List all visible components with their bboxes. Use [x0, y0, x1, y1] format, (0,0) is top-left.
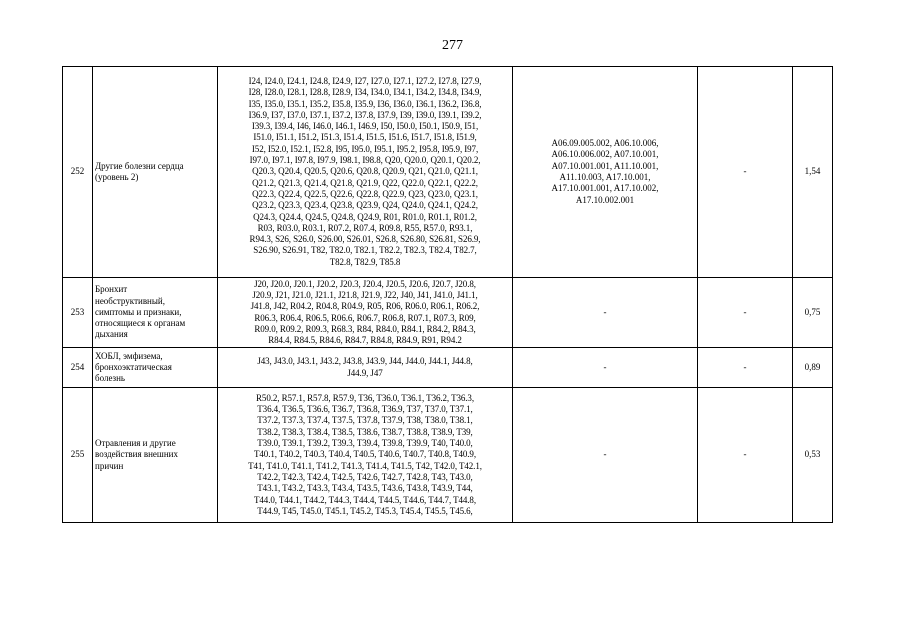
- service-line: A06.10.006.002, A07.10.001,: [551, 149, 659, 160]
- service-codes: [513, 67, 698, 278]
- codes-line: I36.9, I37, I37.0, I37.1, I37.2, I37.8, I37.9, I39, I39.0, I39.1, I39.2,: [248, 109, 482, 120]
- cost-coefficient: 0,53: [793, 388, 833, 523]
- codes-line: J43, J43.0, J43.1, J43.2, J43.8, J43.9, J44, J44.0, J44.1, J44.8,: [257, 356, 473, 367]
- codes-line: T37.2, T37.3, T37.4, T37.5, T37.8, T37.9, T38, T38.0, T38.1,: [257, 415, 473, 426]
- codes-line: J20, J20.0, J20.1, J20.2, J20.3, J20.4, J20.5, J20.6, J20.7, J20.8,: [254, 278, 476, 289]
- codes-line: I24, I24.0, I24.1, I24.8, I24.9, I27, I27.0, I27.1, I27.2, I27.8, I27.9,: [248, 75, 482, 86]
- additional-criteria: -: [698, 348, 793, 388]
- row-number: 255: [63, 388, 93, 523]
- service-codes: [513, 388, 698, 523]
- name-line: симптомы и признаки,: [95, 306, 182, 317]
- page-number: 277: [442, 38, 463, 53]
- name-line: воздействия внешних: [95, 449, 178, 460]
- codes-line: J44.9, J47: [347, 367, 383, 378]
- codes-line: T41, T41.0, T41.1, T41.2, T41.3, T41.4, T41.5, T42, T42.0, T42.1,: [248, 460, 482, 471]
- service-codes: [513, 278, 698, 348]
- icd-codes: [218, 278, 513, 348]
- icd-codes: [218, 348, 513, 388]
- cost-coefficient: 0,75: [793, 278, 833, 348]
- service-line: A07.10.001.001, A11.10.001,: [551, 160, 659, 171]
- codes-line: I51.0, I51.1, I51.2, I51.3, I51.4, I51.5, I51.6, I51.7, I51.8, I51.9,: [253, 132, 477, 143]
- tariff-table: [62, 66, 833, 523]
- name-line: относящиеся к органам: [95, 318, 186, 329]
- disease-group-name: [93, 348, 218, 388]
- codes-line: I39.3, I39.4, I46, I46.0, I46.1, I46.9, I50, I50.0, I50.1, I50.9, I51,: [251, 121, 479, 132]
- codes-line: R03, R03.0, R03.1, R07.2, R07.4, R09.8, R55, R57.0, R93.1,: [257, 222, 473, 233]
- name-line: (уровень 2): [95, 172, 139, 182]
- codes-line: Q24.3, Q24.4, Q24.5, Q24.8, Q24.9, R01, R01.0, R01.1, R01.2,: [253, 211, 477, 222]
- codes-line: I52, I52.0, I52.1, I52.8, I95, I95.0, I95.1, I95.2, I95.8, I95.9, I97,: [251, 143, 479, 154]
- additional-criteria: -: [698, 278, 793, 348]
- service-line: A17.10.002.001: [575, 194, 635, 205]
- service-line: -: [603, 361, 607, 372]
- disease-group-name: [93, 67, 218, 278]
- codes-line: S26.90, S26.91, T82, T82.0, T82.1, T82.2, T82.3, T82.4, T82.7,: [253, 245, 477, 256]
- codes-line: Q20.3, Q20.4, Q20.5, Q20.6, Q20.8, Q20.9, Q21, Q21.0, Q21.1,: [252, 166, 478, 177]
- codes-line: I97.0, I97.1, I97.8, I97.9, I98.1, I98.8, Q20, Q20.0, Q20.1, Q20.2,: [249, 155, 481, 166]
- service-codes: [513, 348, 698, 388]
- codes-line: R50.2, R57.1, R57.8, R57.9, T36, T36.0, T36.1, T36.2, T36.3,: [256, 392, 474, 403]
- additional-criteria: -: [698, 388, 793, 523]
- codes-line: R94.3, S26, S26.0, S26.00, S26.01, S26.8, S26.80, S26.81, S26.9,: [249, 234, 481, 245]
- codes-line: T36.4, T36.5, T36.6, T36.7, T36.8, T36.9, T37, T37.0, T37.1,: [257, 404, 473, 415]
- icd-codes: [218, 388, 513, 523]
- codes-line: Q22.3, Q22.4, Q22.5, Q22.6, Q22.8, Q22.9, Q23, Q23.0, Q23.1,: [252, 188, 478, 199]
- codes-line: R06.3, R06.4, R06.5, R06.6, R06.7, R06.8, R07.1, R07.3, R09,: [254, 312, 476, 323]
- codes-line: T42.2, T42.3, T42.4, T42.5, T42.6, T42.7, T42.8, T43, T43.0,: [257, 471, 473, 482]
- name-line: Другие болезни сердца: [95, 160, 184, 171]
- additional-criteria: -: [698, 67, 793, 278]
- name-line: необструктивный,: [95, 295, 165, 306]
- service-line: A17.10.001.001, A17.10.002,: [551, 183, 659, 194]
- table-row: [63, 67, 833, 278]
- service-line: -: [603, 306, 607, 317]
- name-line: Бронхит: [95, 284, 128, 295]
- codes-line: Q21.2, Q21.3, Q21.4, Q21.8, Q21.9, Q22, Q22.0, Q22.1, Q22.2,: [252, 177, 478, 188]
- codes-line: T44.9, T45, T45.0, T45.1, T45.2, T45.3, T45.4, T45.5, T45.6,: [257, 505, 473, 516]
- icd-codes: [218, 67, 513, 278]
- codes-line: I35, I35.0, I35.1, I35.2, I35.8, I35.9, I36, I36.0, I36.1, I36.2, I36.8,: [248, 98, 482, 109]
- service-line: A06.09.005.002, A06.10.006,: [551, 138, 659, 149]
- table-row: [63, 388, 833, 523]
- codes-line: J41.8, J42, R04.2, R04.8, R04.9, R05, R06, R06.0, R06.1, R06.2,: [250, 301, 480, 312]
- codes-line: J20.9, J21, J21.0, J21.1, J21.8, J21.9, J22, J40, J41, J41.0, J41.1,: [252, 289, 478, 300]
- table-body: [63, 67, 833, 523]
- codes-line: I28, I28.0, I28.1, I28.8, I28.9, I34, I34.0, I34.1, I34.2, I34.8, I34.9,: [248, 87, 482, 98]
- service-line: A11.10.003, A17.10.001,: [559, 172, 651, 182]
- cost-coefficient: 1,54: [793, 67, 833, 278]
- name-line: ХОБЛ, эмфизема,: [95, 350, 163, 361]
- name-line: болезнь: [95, 373, 126, 384]
- disease-group-name: [93, 388, 218, 523]
- codes-line: R84.4, R84.5, R84.6, R84.7, R84.8, R84.9, R91, R94.2: [268, 335, 462, 346]
- name-line: бронхоэктатическая: [95, 361, 172, 372]
- codes-line: T82.8, T82.9, T85.8: [329, 256, 401, 267]
- codes-line: T43.1, T43.2, T43.3, T43.4, T43.5, T43.6, T43.8, T43.9, T44,: [257, 483, 473, 494]
- row-number: 254: [63, 348, 93, 388]
- row-number: 252: [63, 67, 93, 278]
- codes-line: T44.0, T44.1, T44.2, T44.3, T44.4, T44.5, T44.6, T44.7, T44.8,: [254, 494, 476, 505]
- disease-group-name: [93, 278, 218, 348]
- codes-line: T40.1, T40.2, T40.3, T40.4, T40.5, T40.6, T40.7, T40.8, T40.9,: [254, 449, 476, 460]
- name-line: дыхания: [95, 329, 128, 340]
- row-number: 253: [63, 278, 93, 348]
- codes-line: T38.2, T38.3, T38.4, T38.5, T38.6, T38.7, T38.8, T38.9, T39,: [257, 426, 473, 437]
- table-row: [63, 278, 833, 348]
- codes-line: Q23.2, Q23.3, Q23.4, Q23.8, Q23.9, Q24, Q24.0, Q24.1, Q24.2,: [252, 200, 478, 211]
- codes-line: T39.0, T39.1, T39.2, T39.3, T39.4, T39.8, T39.9, T40, T40.0,: [257, 438, 473, 449]
- cost-coefficient: 0,89: [793, 348, 833, 388]
- table-row: [63, 348, 833, 388]
- name-line: причин: [95, 460, 124, 471]
- name-line: Отравления и другие: [95, 438, 176, 449]
- codes-line: R09.0, R09.2, R09.3, R68.3, R84, R84.0, R84.1, R84.2, R84.3,: [254, 323, 476, 334]
- service-line: -: [603, 449, 607, 460]
